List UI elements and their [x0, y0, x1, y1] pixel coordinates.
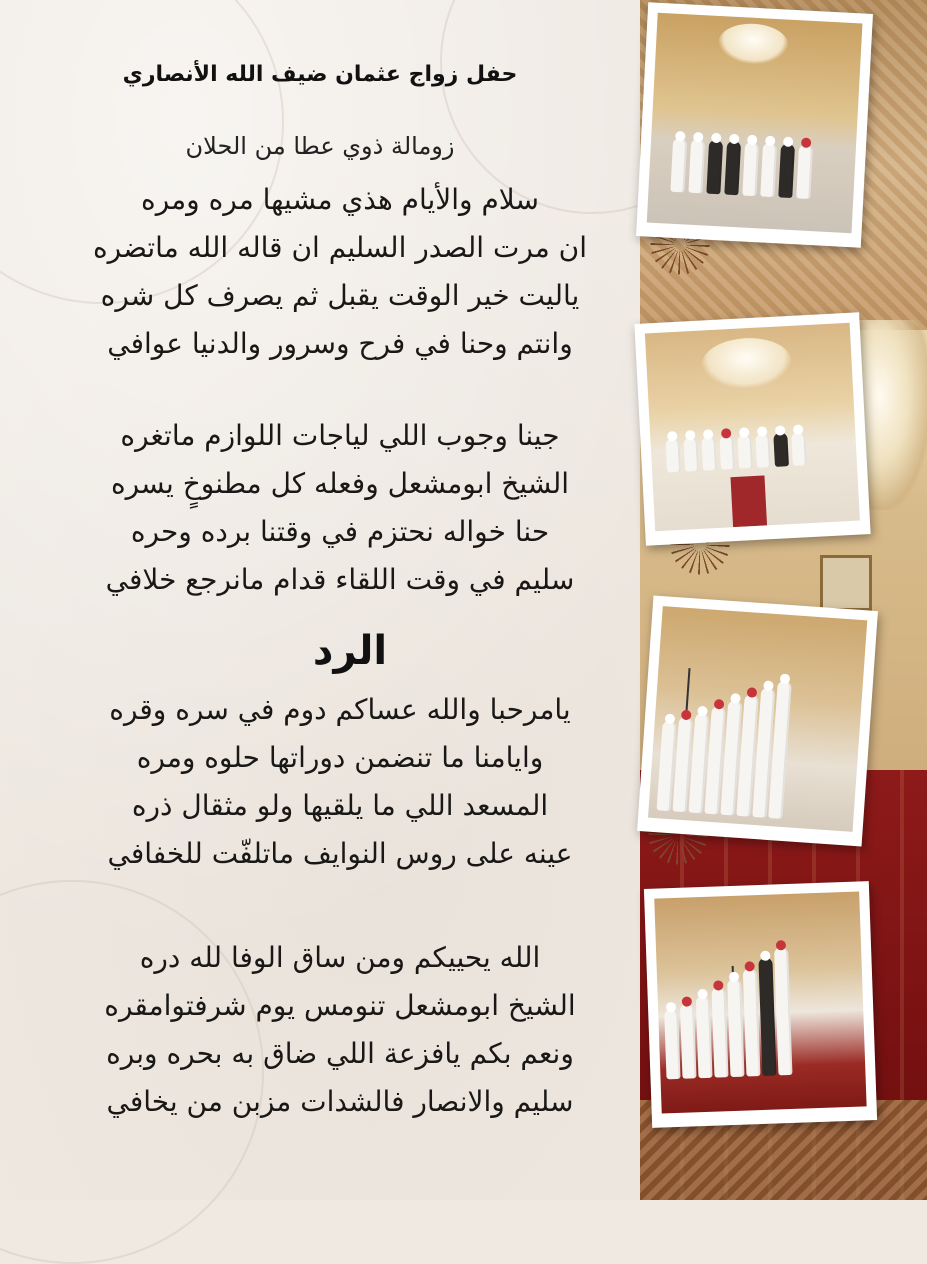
verse-line: سليم في وقت اللقاء قدام مانرجع خلافي [105, 563, 575, 596]
verse-line: يامرحبا والله عساكم دوم في سره وقره [109, 693, 571, 726]
verse-line: الشيخ ابومشعل وفعله كل مطنوخٍ يسره [110, 467, 570, 500]
poem-stanza-1 [20, 176, 660, 368]
poem-stanza-3 [20, 686, 660, 878]
verse-line: سليم والانصار فالشدات مزبن من يخافي [106, 1085, 574, 1118]
verse-line: الشيخ ابومشعل تنومس يوم شرفتوامقره [104, 989, 576, 1022]
verse-line: حنا خواله نحتزم في وقتنا برده وحره [130, 515, 550, 548]
event-photo-1 [636, 2, 873, 247]
event-photo-3 [637, 595, 878, 846]
portrait-frame [820, 555, 872, 611]
verse-line: ياليت خير الوقت يقبل ثم يصرف كل شره [100, 279, 580, 312]
event-photo-4 [644, 881, 877, 1128]
verse-line: المسعد اللي ما يلقيها ولو مثقال ذره [131, 789, 549, 822]
photo-men-carpet [654, 891, 866, 1113]
verse-line: عينه على روس النوايف ماتلفّت للخفافي [107, 837, 573, 870]
verse-line: سلام والأيام هذي مشيها مره ومره [141, 183, 539, 216]
verse-line: وايامنا ما تنضمن دوراتها حلوه ومره [136, 741, 544, 774]
verse-line: ان مرت الصدر السليم ان قاله الله ماتضره [92, 231, 588, 264]
reply-heading: الرد [312, 628, 388, 674]
verse-line: الله يحييكم ومن ساق الوفا لله دره [139, 941, 541, 974]
poem-stanza-2 [20, 412, 660, 604]
page-title: حفل زواج عثمان ضيف الله الأنصاري [122, 62, 518, 87]
photo-men-standing [647, 13, 863, 233]
event-photo-2 [634, 312, 870, 545]
verse-line: جينا وجوب اللي لياجات اللوازم ماتغره [120, 419, 560, 452]
photo-men-line [648, 606, 867, 832]
poem-stanza-4 [20, 934, 660, 1126]
page-subtitle: زومالة ذوي عطا من الحلان [185, 132, 455, 160]
verse-line: ونعم بكم يافزعة اللي ضاق به بحره وبره [106, 1037, 574, 1070]
verse-line: وانتم وحنا في فرح وسرور والدنيا عوافي [107, 327, 573, 360]
photo-hall-interior [645, 323, 860, 531]
